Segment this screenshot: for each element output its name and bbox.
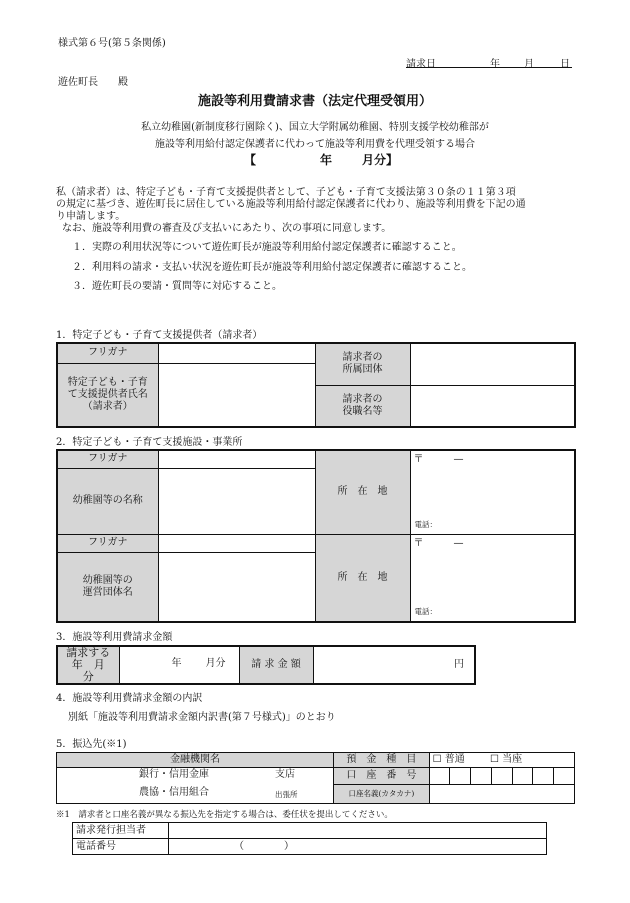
facility-name-field[interactable]	[158, 468, 315, 534]
requester-table	[56, 342, 576, 428]
contact-table	[72, 822, 547, 855]
title-label: 請求者の 役職名等	[315, 385, 410, 427]
form-number: 様式第６号(第５条関係)	[58, 38, 166, 49]
request-year: 年	[171, 658, 182, 669]
form-title: 施設等利用費請求書（法定代理受領用）	[197, 94, 432, 109]
footnote: ※1 請求者と口座名義が異なる振込先を指定する場合は、委任状を提出してください。	[56, 810, 393, 820]
date-day: 日	[560, 59, 570, 70]
facility-table	[56, 449, 576, 623]
account-digit-4[interactable]	[491, 768, 512, 785]
deposit-type-field[interactable]	[429, 753, 574, 768]
section-2-heading: 2．特定子ども・子育て支援施設・事業所	[56, 437, 243, 448]
yen-unit: 円	[454, 659, 464, 670]
section-4-text: 別紙「施設等利用費請求金額内訳書(第７号様式)」のとおり	[68, 712, 336, 723]
facility-furigana-field[interactable]	[158, 450, 315, 468]
subtitle-1: 私立幼稚園(新制度移行園除く)、国立大学附属幼稚園、特別支援学校幼稚部が	[141, 122, 489, 133]
branch-label: 支店	[275, 769, 295, 780]
contact-phone-label: 電話番号	[73, 839, 169, 855]
phone-paren: （ ）	[234, 840, 294, 852]
org-label: 請求者の 所属団体	[315, 343, 410, 385]
section-1-heading: 1．特定子ども・子育て支援提供者（請求者）	[56, 330, 263, 341]
account-name-field[interactable]	[429, 785, 574, 804]
date-month: 月	[524, 59, 534, 70]
intro-line-2: の規定に基づき、遊佐町長に居住している施設等利用給付認定保護者に代わり、施設等利用費を下記の通	[56, 199, 526, 210]
requester-name-label: 特定子ども・子育 て支援提供者氏名 （請求者）	[57, 363, 158, 427]
subtitle-2: 施設等利用給付認定保護者に代わって施設等利用費を代理受領する場合	[155, 139, 475, 150]
bank-table	[56, 752, 575, 804]
toza-checkbox[interactable]: ☐ 当座	[489, 754, 523, 765]
account-name-label: 口座名義(カタカナ)	[334, 785, 429, 804]
intro-line-4: なお、施設等利用費の審査及び支払いにあたり、次の事項に同意します。	[62, 223, 392, 234]
facility-name-label: 幼稚園等の名称	[57, 468, 158, 534]
bank-type-1: 銀行・信用金庫	[139, 769, 209, 780]
facility-furigana-label: フリガナ	[57, 450, 158, 468]
operator-name-field[interactable]	[158, 552, 315, 622]
period-open: 【	[244, 153, 257, 167]
amount-table	[56, 645, 476, 685]
futsu-checkbox[interactable]: ☐ 普通	[432, 754, 465, 765]
addressee: 遊佐町長 殿	[58, 77, 128, 88]
facility-phone: 電話：	[414, 519, 437, 529]
date-year: 年	[490, 59, 500, 70]
bank-header: 金融機関名	[57, 753, 334, 768]
operator-location-field[interactable]	[410, 534, 575, 622]
request-date-label: 請求日	[406, 59, 436, 70]
title-field[interactable]	[410, 385, 575, 427]
contact-person-field[interactable]	[169, 823, 547, 839]
request-month: 月分	[205, 658, 226, 669]
account-digit-7[interactable]	[554, 768, 575, 785]
account-digit-6[interactable]	[533, 768, 554, 785]
account-digit-1[interactable]	[429, 768, 450, 785]
amount-field[interactable]	[313, 646, 475, 684]
facility-location-field[interactable]	[410, 450, 575, 534]
amount-label: 請 求 金 額	[239, 646, 313, 684]
facility-postal: 〒 —	[413, 454, 464, 465]
account-no-label: 口 座 番 号	[334, 768, 429, 785]
intro-line-1: 私（請求者）は、特定子ども・子育て支援提供者として、子ども・子育て支援法第３０条の１１第３項	[56, 187, 516, 198]
operator-location-label: 所 在 地	[315, 534, 410, 622]
section-5-heading: 5．振込先(※1)	[56, 739, 127, 750]
operator-name-label: 幼稚園等の 運営団体名	[57, 552, 158, 622]
operator-phone: 電話：	[414, 607, 437, 616]
consent-item-1: １．実際の利用状況等について遊佐町長が施設等利用給付認定保護者に確認すること。	[72, 242, 462, 253]
deposit-type-label: 預 金 種 目	[334, 753, 429, 768]
operator-furigana-label: フリガナ	[57, 534, 158, 552]
facility-location-label: 所 在 地	[315, 450, 410, 534]
contact-phone-field[interactable]	[169, 839, 547, 855]
account-digit-3[interactable]	[471, 768, 492, 785]
operator-furigana-field[interactable]	[158, 534, 315, 552]
request-ym-label: 請求する 年 月 分	[57, 646, 119, 684]
bank-type-2: 農協・信用組合	[139, 787, 209, 798]
section-4-heading: 4．施設等利用費請求金額の内訳	[56, 693, 203, 704]
requester-furigana-label: フリガナ	[57, 343, 158, 363]
bank-name-field[interactable]	[57, 768, 334, 804]
request-ym-field[interactable]	[119, 646, 239, 684]
contact-person-label: 請求発行担当者	[73, 823, 169, 839]
account-digit-5[interactable]	[512, 768, 533, 785]
consent-item-2: ２．利用料の請求・支払い状況を遊佐町長が施設等利用給付認定保護者に確認すること。	[72, 262, 472, 273]
requester-name-field[interactable]	[158, 363, 315, 427]
org-field[interactable]	[410, 343, 575, 385]
period	[244, 151, 399, 168]
period-year: 年	[320, 153, 333, 167]
period-month: 月分】	[362, 153, 399, 167]
consent-item-3: ３．遊佐町長の要請・質問等に対応すること。	[72, 281, 282, 292]
operator-postal: 〒 —	[413, 537, 464, 549]
requester-furigana-field[interactable]	[158, 343, 315, 363]
request-date	[406, 55, 572, 68]
intro-line-3: り申請します。	[56, 211, 126, 222]
section-3-heading: 3．施設等利用費請求金額	[56, 632, 173, 643]
sub-branch-label: 出張所	[275, 790, 298, 799]
account-digit-2[interactable]	[450, 768, 471, 785]
